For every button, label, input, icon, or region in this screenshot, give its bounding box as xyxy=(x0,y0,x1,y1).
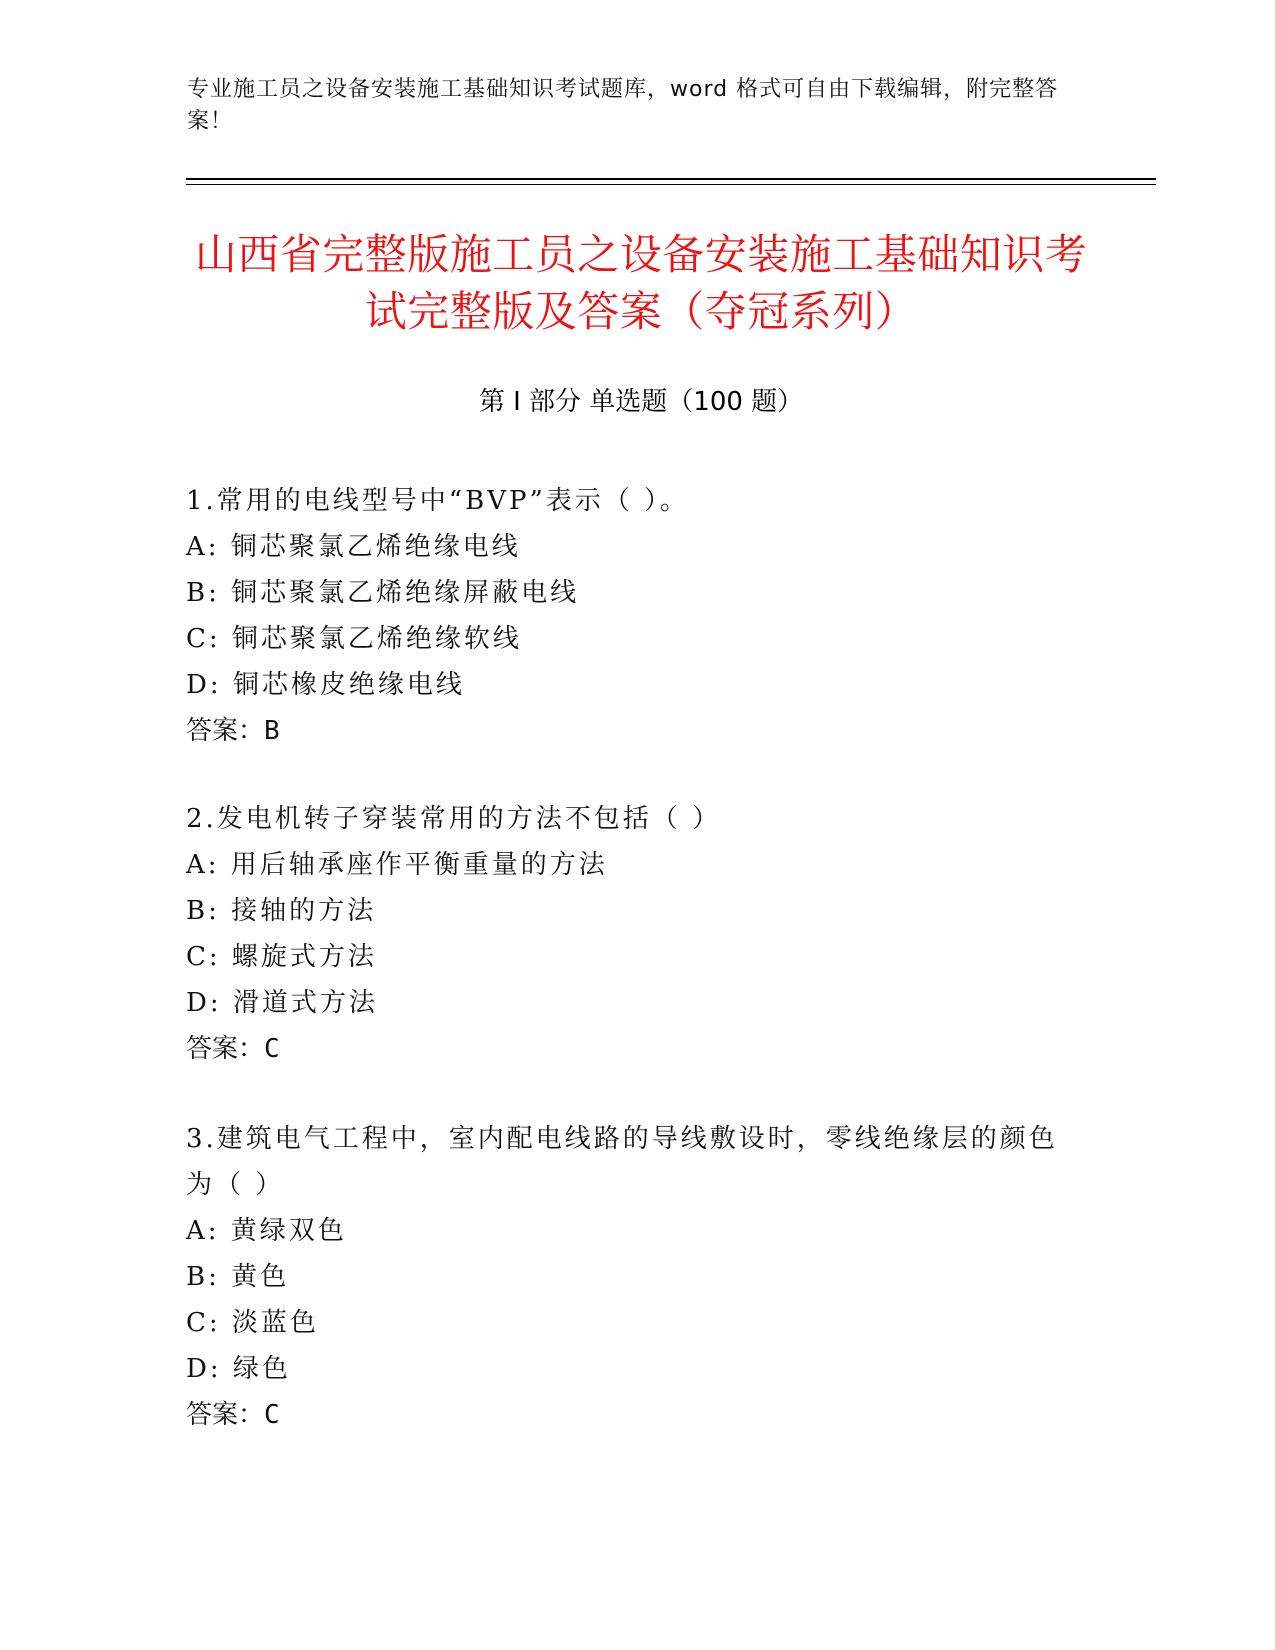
answer-value: C xyxy=(264,1034,280,1064)
option-c: C: 螺旋式方法 xyxy=(186,942,377,972)
answer-value: C xyxy=(264,1400,280,1430)
answer-line xyxy=(186,708,1066,754)
answer-value: B xyxy=(264,716,280,746)
section-title: 第 I 部分 单选题（100 题） xyxy=(478,387,804,417)
question-1 xyxy=(186,478,1066,754)
question-3 xyxy=(186,1116,1066,1438)
answer-label: 答案： xyxy=(186,1400,265,1430)
answer-line xyxy=(186,1026,1066,1072)
option-a: A: 用后轴承座作平衡重量的方法 xyxy=(186,850,608,880)
option-b: B: 接轴的方法 xyxy=(186,896,377,926)
answer-label: 答案： xyxy=(186,1034,265,1064)
question-2 xyxy=(186,796,1066,1072)
header-note: 专业施工员之设备安装施工基础知识考试题库，word 格式可自由下载编辑，附完整答案！ xyxy=(187,77,1059,134)
option-d: D: 滑道式方法 xyxy=(186,988,378,1018)
document-title: 山西省完整版施工员之设备安装施工基础知识考试完整版及答案（夺冠系列） xyxy=(194,230,1088,336)
question-stem: 1.常用的电线型号中“BVP”表示（ ）。 xyxy=(186,486,690,516)
option-d: D: 铜芯橡皮绝缘电线 xyxy=(186,670,465,700)
option-c: C: 淡蓝色 xyxy=(186,1308,319,1338)
option-d: D: 绿色 xyxy=(186,1354,291,1384)
question-stem: 2.发电机转子穿装常用的方法不包括（ ） xyxy=(186,804,722,834)
header-divider-thick xyxy=(186,178,1156,180)
answer-label: 答案： xyxy=(186,716,265,746)
option-a: A: 铜芯聚氯乙烯绝缘电线 xyxy=(186,532,521,562)
option-b: B: 铜芯聚氯乙烯绝缘屏蔽电线 xyxy=(186,578,580,608)
answer-line xyxy=(186,1392,1066,1438)
header-divider-thin xyxy=(186,184,1156,185)
option-b: B: 黄色 xyxy=(186,1262,290,1292)
option-c: C: 铜芯聚氯乙烯绝缘软线 xyxy=(186,624,522,654)
question-stem: 3.建筑电气工程中，室内配电线路的导线敷设时，零线绝缘层的颜色为（ ） xyxy=(186,1124,1058,1200)
option-a: A: 黄绿双色 xyxy=(186,1216,347,1246)
